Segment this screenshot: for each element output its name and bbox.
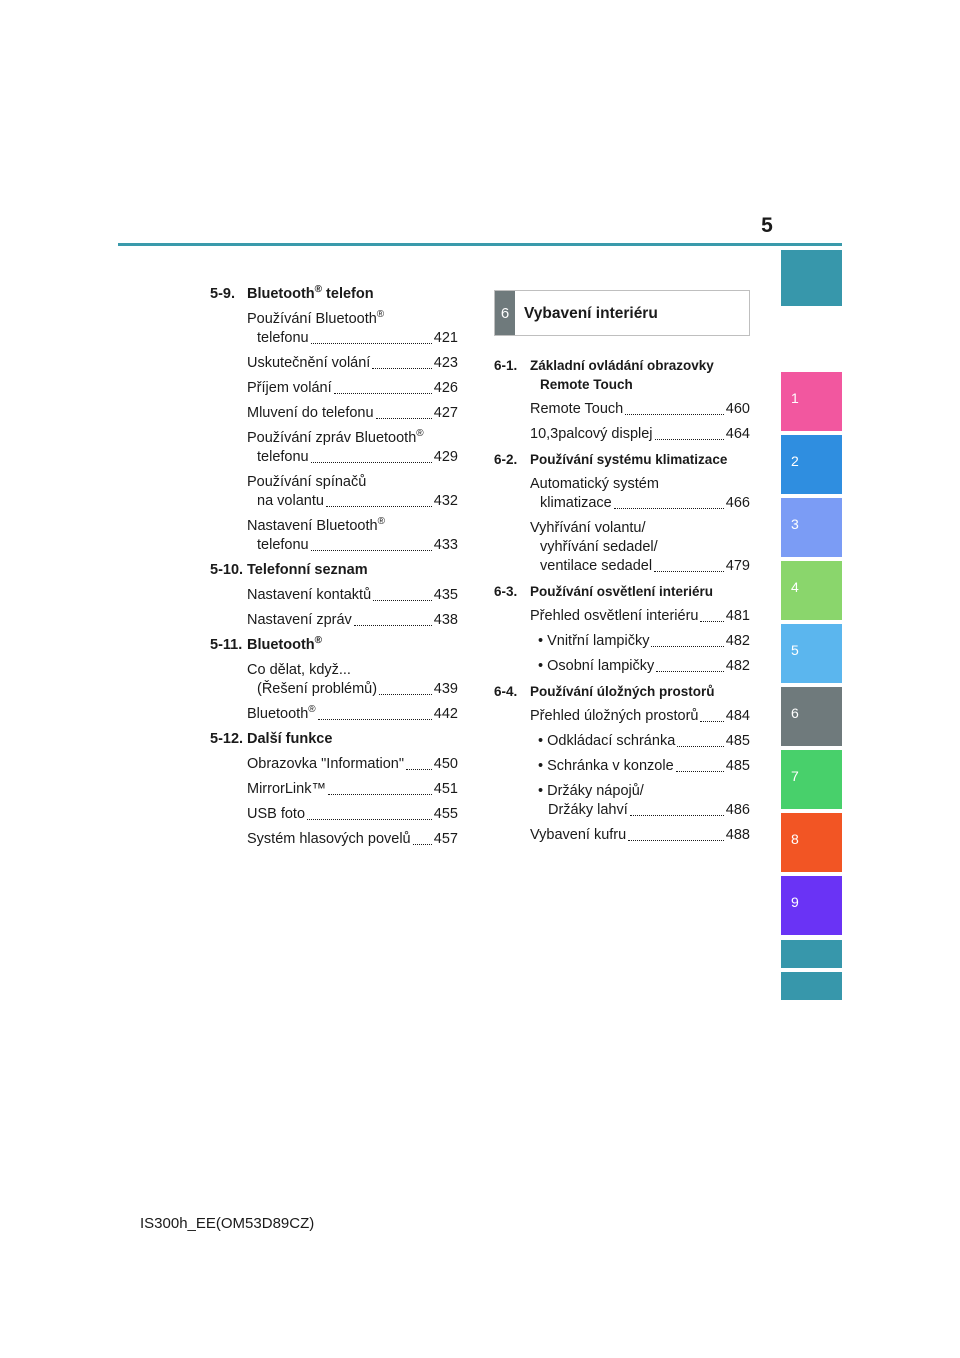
section-5-10[interactable] <box>210 561 458 580</box>
page-ref: 451 <box>433 781 458 797</box>
toc-left-column <box>210 285 458 849</box>
toc-entry[interactable]: Co dělat, když... (Řešení problémů) 439 <box>247 662 458 697</box>
page-ref: 435 <box>433 587 458 603</box>
section-title: Telefonní seznam <box>247 562 368 578</box>
toc-entry[interactable]: Přehled úložných prostorů 484 <box>530 708 750 724</box>
chapter-tab-7[interactable] <box>781 750 842 809</box>
chapter-tab-blank[interactable] <box>781 250 842 306</box>
toc-entry[interactable]: Používání Bluetooth® telefonu 421 <box>247 309 458 346</box>
page-ref: 429 <box>433 449 458 465</box>
page-number: 5 <box>761 214 773 237</box>
chapter-tab-label: 5 <box>791 642 799 658</box>
page-ref: 439 <box>433 681 458 697</box>
page-ref: 484 <box>725 708 750 724</box>
page-ref: 464 <box>725 426 750 442</box>
chapter-number: 6 <box>495 291 515 335</box>
chapter-header[interactable] <box>494 290 750 336</box>
toc-entry[interactable]: Nastavení kontaktů 435 <box>247 587 458 603</box>
toc-entry[interactable]: • Držáky nápojů/ Držáky lahví 486 <box>538 783 750 818</box>
chapter-title: Vybavení interiéru <box>524 304 658 322</box>
toc-entry[interactable]: Uskutečnění volání 423 <box>247 355 458 371</box>
section-6-4[interactable] <box>494 682 750 701</box>
chapter-tab-3[interactable] <box>781 498 842 557</box>
chapter-tab-label: 3 <box>791 516 799 532</box>
toc-entry[interactable]: Remote Touch 460 <box>530 401 750 417</box>
toc-entry[interactable]: Nastavení zpráv 438 <box>247 612 458 628</box>
section-number: 5-12. <box>210 731 244 747</box>
page-ref: 432 <box>433 493 458 509</box>
chapter-tab-label: 6 <box>791 705 799 721</box>
toc-entry[interactable]: • Schránka v konzole 485 <box>538 758 750 774</box>
section-title: Používání systému klimatizace <box>530 452 728 467</box>
toc-entry[interactable]: Používání zpráv Bluetooth® telefonu 429 <box>247 428 458 465</box>
page-ref: 460 <box>725 401 750 417</box>
page-ref: 457 <box>433 831 458 847</box>
page-ref: 423 <box>433 355 458 371</box>
toc-right-column <box>494 290 750 845</box>
toc-entry[interactable]: Bluetooth® 442 <box>247 704 458 722</box>
section-title: Používání osvětlení interiéru <box>530 584 714 599</box>
page-ref: 485 <box>725 733 750 749</box>
section-title: Bluetooth® telefon <box>247 284 374 302</box>
page-ref: 482 <box>725 658 750 674</box>
section-5-11[interactable] <box>210 636 458 655</box>
section-number: 5-11. <box>210 637 243 653</box>
chapter-tab-label: 2 <box>791 453 799 469</box>
toc-entry[interactable]: Obrazovka "Information" 450 <box>247 756 458 772</box>
page-ref: 433 <box>433 537 458 553</box>
section-5-12[interactable] <box>210 730 458 749</box>
section-number: 6-4. <box>494 684 518 699</box>
chapter-tab-blank[interactable] <box>781 972 842 1000</box>
page-ref: 455 <box>433 806 458 822</box>
section-5-9[interactable] <box>210 285 458 304</box>
page-ref: 488 <box>725 827 750 843</box>
chapter-tab-label: 1 <box>791 390 799 406</box>
toc-entry[interactable]: 10,3palcový displej 464 <box>530 426 750 442</box>
page-ref: 482 <box>725 633 750 649</box>
toc-entry[interactable]: Příjem volání 426 <box>247 380 458 396</box>
toc-entry[interactable]: Vybavení kufru 488 <box>530 827 750 843</box>
footer-code: IS300h_EE(OM53D89CZ) <box>140 1215 315 1232</box>
toc-entry[interactable]: • Odkládací schránka 485 <box>538 733 750 749</box>
toc-entry[interactable]: Používání spínačů na volantu 432 <box>247 474 458 509</box>
top-rule <box>118 243 842 246</box>
toc-entry[interactable]: Vyhřívání volantu/ vyhřívání sedadel/ ventilace sedadel 479 <box>530 520 750 574</box>
toc-entry[interactable]: Nastavení Bluetooth® telefonu 433 <box>247 516 458 553</box>
section-number: 5-9. <box>210 286 235 302</box>
chapter-tab-6[interactable] <box>781 687 842 746</box>
toc-entry[interactable]: Mluvení do telefonu 427 <box>247 405 458 421</box>
page-ref: 479 <box>725 558 750 574</box>
chapter-tab-label: 9 <box>791 894 799 910</box>
page-ref: 421 <box>433 330 458 346</box>
chapter-tab-1[interactable] <box>781 372 842 431</box>
section-6-1[interactable] <box>494 356 750 394</box>
section-number: 6-2. <box>494 452 518 467</box>
chapter-tab-label: 4 <box>791 579 799 595</box>
toc-entry[interactable]: Automatický systém klimatizace 466 <box>530 476 750 511</box>
page-ref: 485 <box>725 758 750 774</box>
section-title: Používání úložných prostorů <box>530 684 715 699</box>
section-number: 5-10. <box>210 562 244 578</box>
section-6-3[interactable] <box>494 582 750 601</box>
toc-entry[interactable]: USB foto 455 <box>247 806 458 822</box>
page-ref: 481 <box>725 608 750 624</box>
toc-entry[interactable]: MirrorLink™ 451 <box>247 781 458 797</box>
chapter-tab-2[interactable] <box>781 435 842 494</box>
page-ref: 438 <box>433 612 458 628</box>
page-ref: 450 <box>433 756 458 772</box>
section-title: Bluetooth® <box>247 635 323 653</box>
section-6-2[interactable] <box>494 450 750 469</box>
toc-entry[interactable]: Přehled osvětlení interiéru 481 <box>530 608 750 624</box>
chapter-tab-label: 8 <box>791 831 799 847</box>
chapter-tab-blank[interactable] <box>781 940 842 968</box>
page-ref: 426 <box>433 380 458 396</box>
section-number: 6-3. <box>494 584 518 599</box>
page-ref: 486 <box>725 802 750 818</box>
page-ref: 442 <box>433 706 458 722</box>
section-title: Základní ovládání obrazovky Remote Touch <box>530 358 714 392</box>
page-ref: 466 <box>725 495 750 511</box>
chapter-tab-9[interactable] <box>781 876 842 935</box>
chapter-tab-8[interactable] <box>781 813 842 872</box>
toc-entry[interactable]: Systém hlasových povelů 457 <box>247 831 458 847</box>
toc-entry[interactable]: • Osobní lampičky 482 <box>538 658 750 674</box>
chapter-tab-4[interactable] <box>781 561 842 620</box>
toc-entry[interactable]: • Vnitřní lampičky 482 <box>538 633 750 649</box>
page-ref: 427 <box>433 405 458 421</box>
section-number: 6-1. <box>494 358 518 373</box>
chapter-tab-5[interactable] <box>781 624 842 683</box>
chapter-tab-label: 7 <box>791 768 799 784</box>
section-title: Další funkce <box>247 731 333 747</box>
